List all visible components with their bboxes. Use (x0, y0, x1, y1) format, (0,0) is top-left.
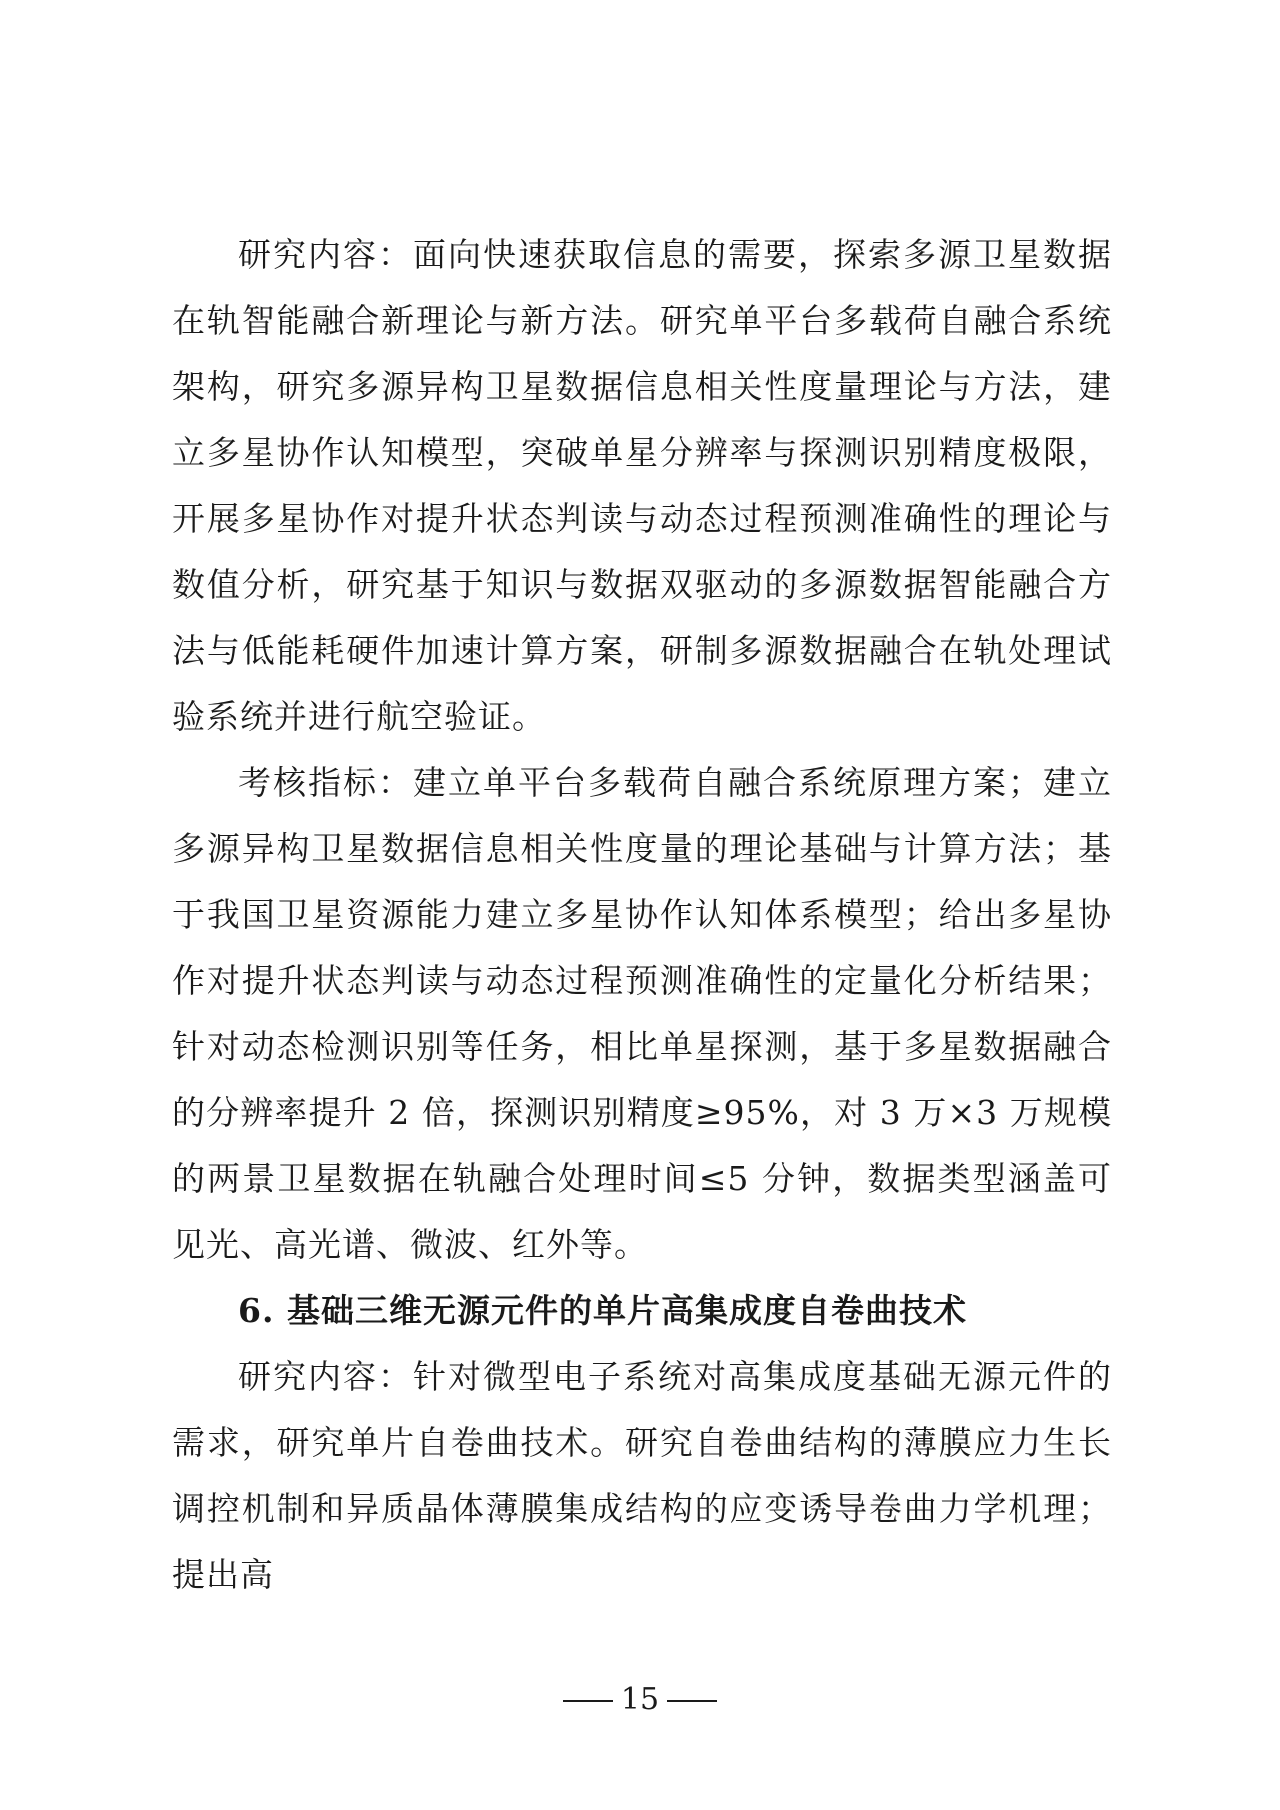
page-content (172, 222, 1112, 1608)
paragraph-assessment-indicators-5: 考核指标：建立单平台多载荷自融合系统原理方案；建立多源异构卫星数据信息相关性度量的理论基础与计算方法；基于我国卫星资源能力建立多星协作认知体系模型；给出多星协作对提升状态判读与动态过程预测准确性的定量化分析结果；针对动态检测识别等任务，相比单星探测，基于多星数据融合的分辨率提升 2 倍，探测识别精度≥95%，对 3 万×3 万规模的两景卫星数据在轨融合处理时间≤5 分钟，数据类型涵盖可见光、高光谱、微波、红外等。 (172, 763, 1112, 1264)
section-heading-6: 6. 基础三维无源元件的单片高集成度自卷曲技术 (238, 1291, 967, 1330)
right-dash (667, 1700, 717, 1702)
paragraph-research-content-5: 研究内容：面向快速获取信息的需要，探索多源卫星数据在轨智能融合新理论与新方法。研究单平台多载荷自融合系统架构，研究多源异构卫星数据信息相关性度量理论与方法，建立多星协作认知模型，突破单星分辨率与探测识别精度极限，开展多星协作对提升状态判读与动态过程预测准确性的理论与数值分析，研究基于知识与数据双驱动的多源数据智能融合方法与低能耗硬件加速计算方案，研制多源数据融合在轨处理试验系统并进行航空验证。 (172, 235, 1112, 736)
page-number-footer (0, 1680, 1280, 1720)
paragraph-research-content-6: 研究内容：针对微型电子系统对高集成度基础无源元件的需求，研究单片自卷曲技术。研究自卷曲结构的薄膜应力生长调控机制和异质晶体薄膜集成结构的应变诱导卷曲力学机理；提出高 (172, 1357, 1112, 1594)
left-dash (563, 1700, 613, 1702)
page-number: 15 (620, 1682, 660, 1717)
